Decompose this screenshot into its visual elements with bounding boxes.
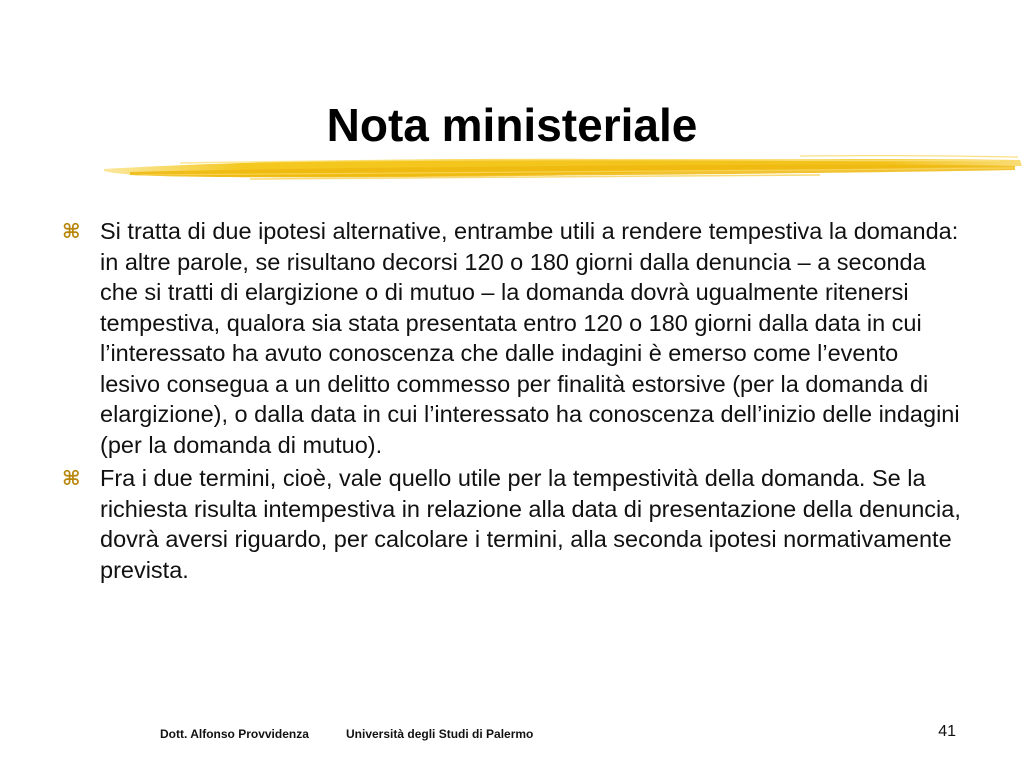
bullet-list — [62, 216, 962, 588]
footer-university: Università degli Studi di Palermo — [346, 727, 534, 741]
bullet-text: Fra i due termini, cioè, vale quello utile per la tempestività della domanda. Se la richiesta risulta intempestiva in relazione alla data di presentazione della denuncia, dovrà aversi riguardo, per calcolare i termini, alla seconda ipotesi normativamente prevista. — [100, 465, 961, 583]
bullet-text: Si tratta di due ipotesi alternative, entrambe utili a rendere tempestiva la domanda: in altre parole, se risultano decorsi 120 o 180 giorni dalla denuncia – a seconda che si tratti di elargizione o di mutuo – la domanda dovrà ugualmente ritenersi tempestiva, qualora sia stata presentata entro 120 o 180 giorni dalla data in cui l’interessato ha avuto conoscenza che dalle indagini è emerso come l’evento lesivo consegua a un delitto commesso per finalità estorsive (per la domanda di elargizione), o dalla data in cui l’interessato ha conoscenza dell’inizio delle indagini (per la domanda di mutuo). — [100, 218, 960, 458]
bullet-item — [62, 216, 962, 460]
command-key-icon: ⌘ — [62, 466, 81, 490]
bullet-item — [62, 463, 962, 585]
slide-title: Nota ministeriale — [326, 99, 698, 151]
title-underline-brush-stroke — [100, 150, 1024, 190]
footer-author: Dott. Alfonso Provvidenza — [160, 727, 309, 741]
page-number: 41 — [938, 723, 956, 740]
command-key-icon: ⌘ — [62, 219, 81, 243]
